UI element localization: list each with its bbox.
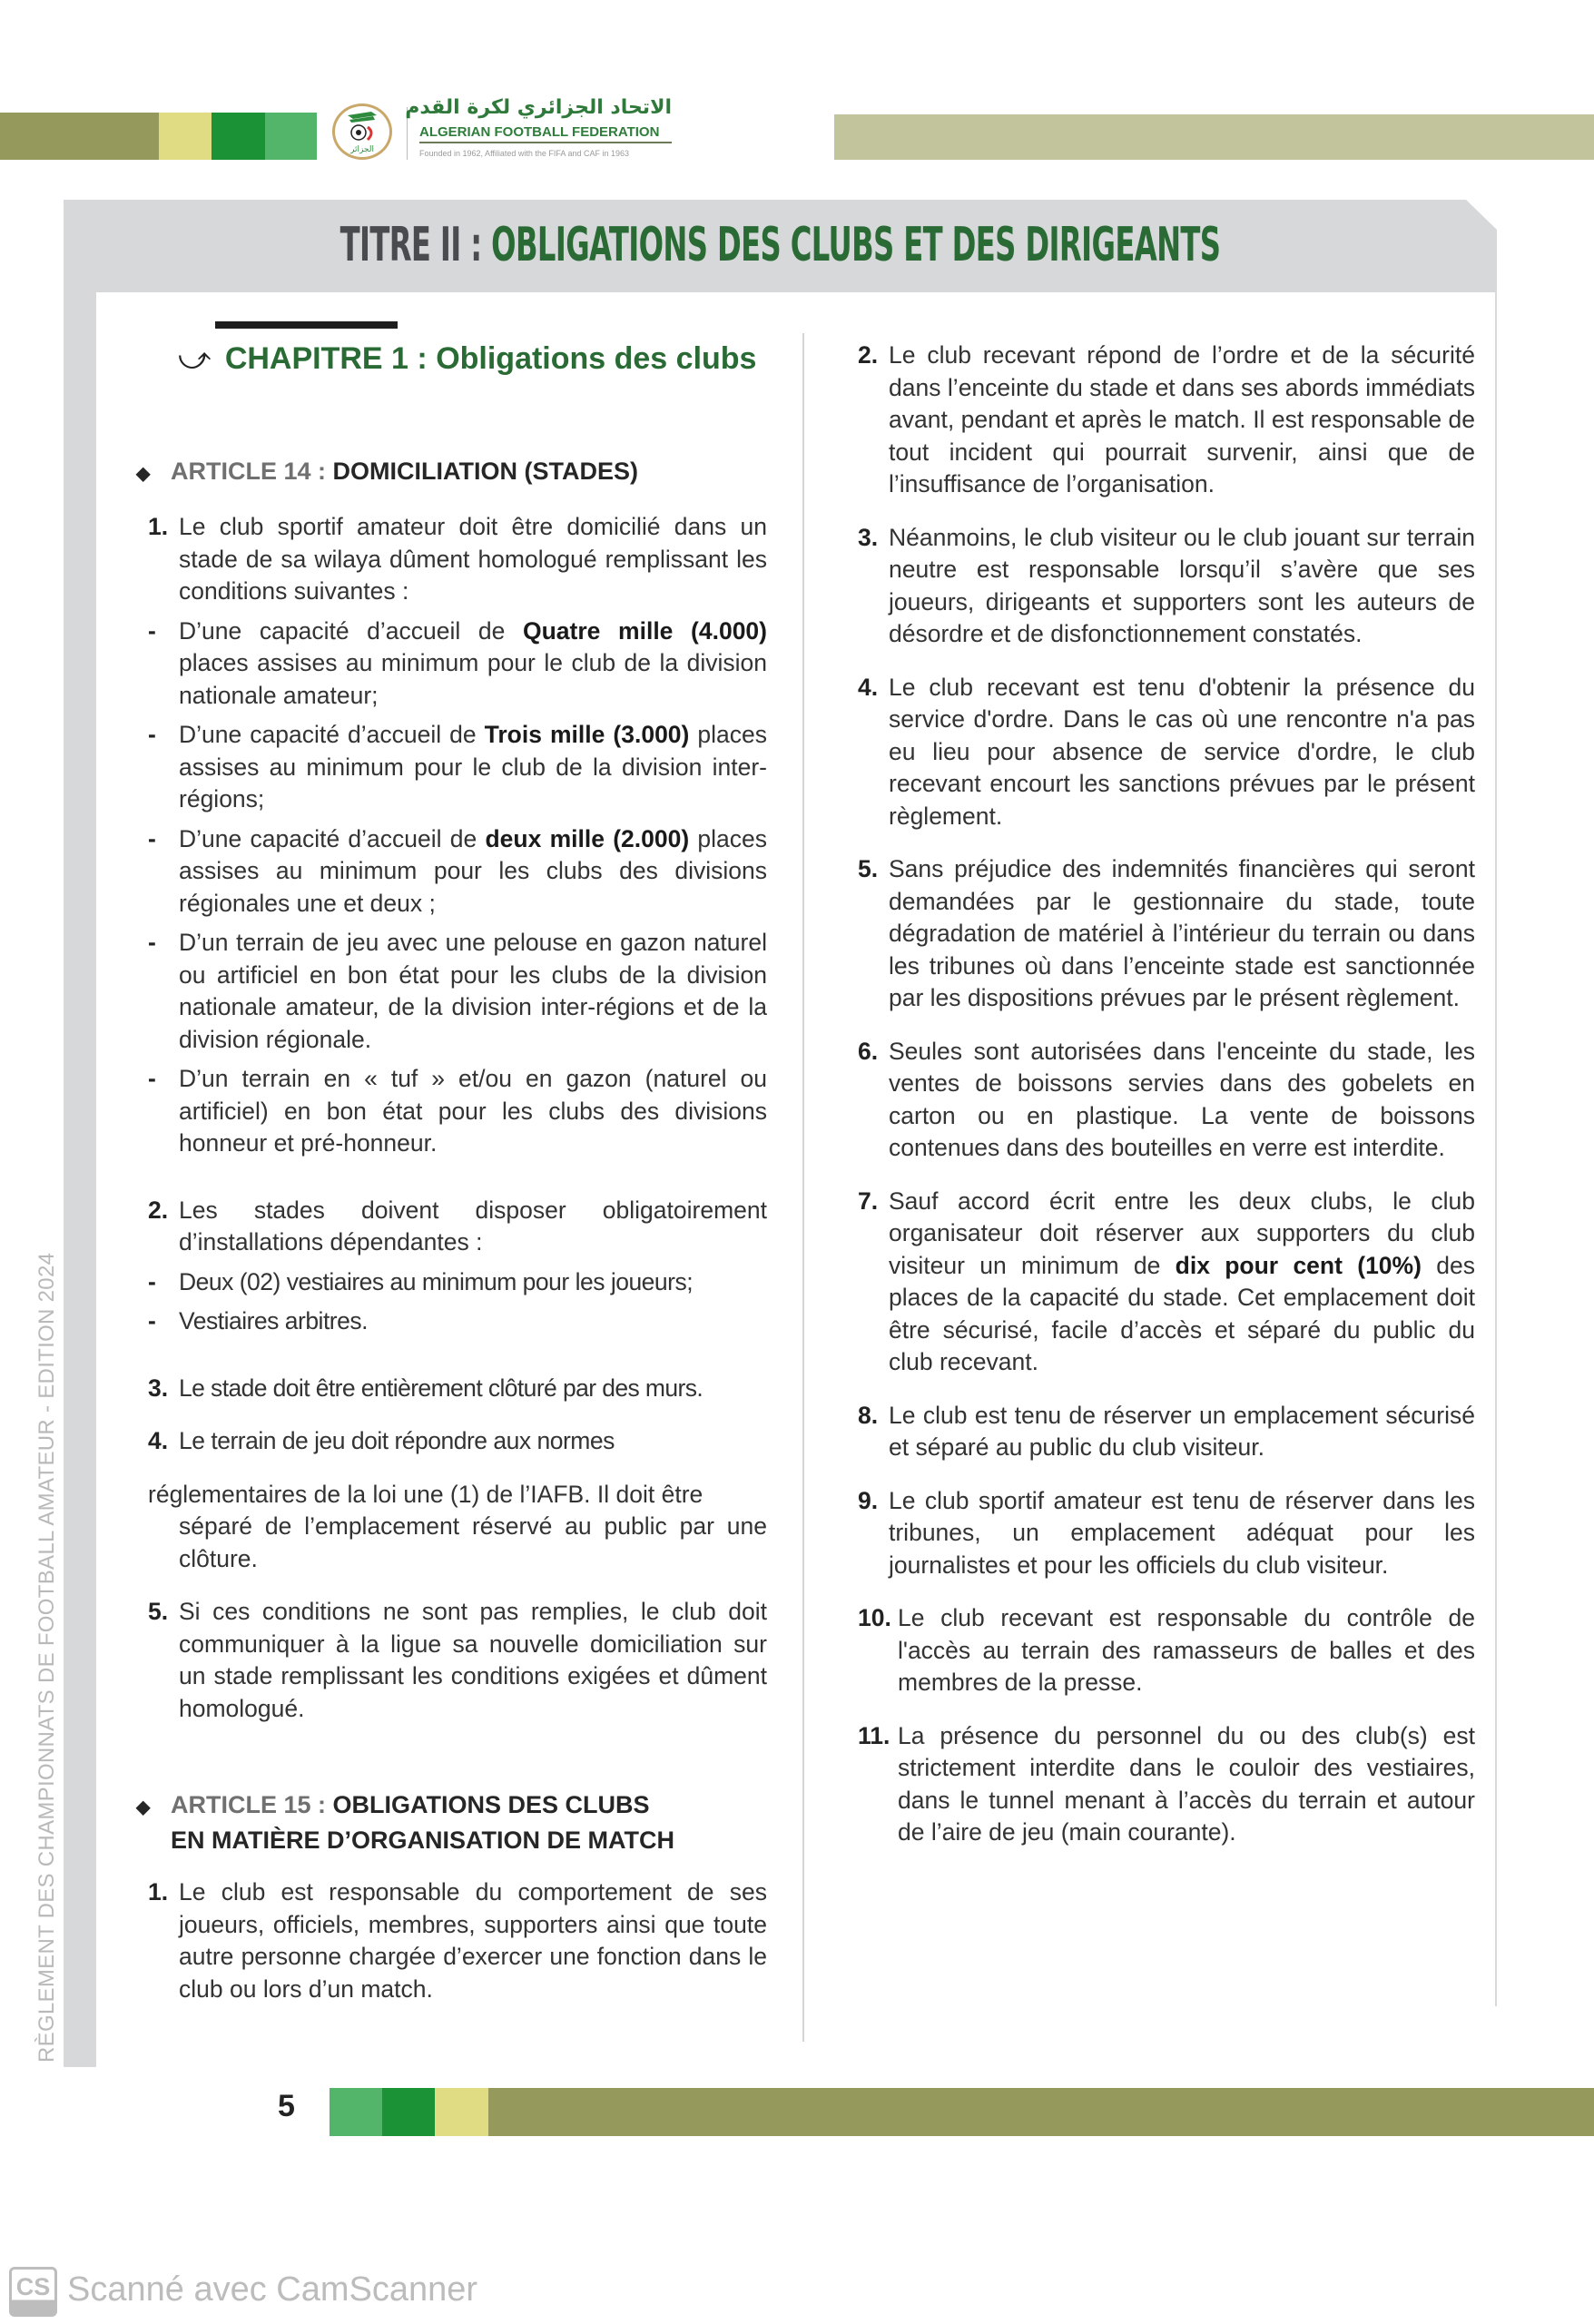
item-number: 3. xyxy=(148,1374,169,1402)
article-15-item-10 xyxy=(858,1602,1475,1699)
article-15-item-3 xyxy=(858,522,1475,651)
bullet-text-bold: Quatre mille (4.000) xyxy=(523,616,767,645)
item-text-pre: Sauf accord écrit entre les deux clubs, le club organisateur doit réserver aux supporters du club visiteur un minimum de xyxy=(889,1187,1475,1279)
item-number: 4. xyxy=(148,1427,169,1454)
dash-bullet-icon: - xyxy=(148,1307,156,1334)
bullet-text-post: places assises au minimum pour le club de la division nationale amateur; xyxy=(179,649,767,709)
dash-bullet-icon: - xyxy=(148,1065,156,1092)
bullet-text: Vestiaires arbitres. xyxy=(179,1307,368,1334)
item-text: Seules sont autorisées dans l'enceinte du stade, les ventes de boissons servies dans des gobelets en carton ou en plastique. La vente de boissons contenues dans des bouteilles en verre est interdite. xyxy=(889,1037,1475,1161)
faf-logo-icon xyxy=(332,103,392,160)
diamond-bullet-icon: ◆ xyxy=(136,1797,151,1817)
item-text: Le stade doit être entièrement clôturé par des murs. xyxy=(179,1374,704,1402)
bullet-capacity-3000 xyxy=(148,719,767,816)
bullet-text: D’un terrain en « tuf » et/ou en gazon (naturel ou artificiel) en bon état pour les clubs des divisions honneur et pré-honneur. xyxy=(179,1065,767,1157)
bullet-text-pre: D’une capacité d’accueil de xyxy=(179,616,523,645)
article-15-heading xyxy=(136,1788,767,1856)
item-text: Néanmoins, le club visiteur ou le club jouant sur terrain neutre est responsable lorsqu’il s’avère que ses joueurs, dirigeants et supporters sont les auteurs de désordre et de disfonctionnement constatés. xyxy=(889,523,1475,647)
page-number: 5 xyxy=(278,2089,295,2123)
camscanner-logo-icon xyxy=(9,2267,57,2317)
item-text: Le club recevant est tenu d'obtenir la présence du service d'ordre. Dans le cas où une rencontre n'a pas eu lieu pour absence de service d'ordre, le club recevant encourt les sanctions prévues par le présent règlement. xyxy=(889,673,1475,830)
bullet-text xyxy=(179,615,767,713)
dash-bullet-icon: - xyxy=(148,824,156,852)
footer-bar-darkgreen xyxy=(382,2088,435,2136)
item-text-first-line: réglementaires de la loi une (1) de l’IAFB. Il doit être xyxy=(148,1480,704,1508)
item-text: Les stades doivent disposer obligatoirement d’installations dépendantes : xyxy=(179,1196,767,1256)
footer-bar-lightgreen xyxy=(330,2088,382,2136)
column-divider xyxy=(802,333,804,2042)
dash-bullet-icon: - xyxy=(148,1267,156,1295)
page-title xyxy=(336,207,1225,283)
bullet-vestiaires-arbitres xyxy=(148,1305,767,1338)
article-15-item-8 xyxy=(858,1400,1475,1464)
article-14-item-4-continued xyxy=(148,1479,767,1576)
title-main: OBLIGATIONS DES CLUBS ET DES DIRIGEANTS xyxy=(491,218,1221,272)
item-number: 2. xyxy=(858,341,879,369)
chapter-rule xyxy=(215,321,398,329)
bullet-text-post: places assises au minimum pour les clubs des divisions régionales une et deux ; xyxy=(179,824,768,917)
item-text-post: des places de la capacité du stade. Cet emplacement doit être sécurisé, facile d’accès et séparé du public du club recevant. xyxy=(889,1251,1475,1375)
right-border-line xyxy=(1495,290,1497,2006)
item-text-bold: dix pour cent (10%) xyxy=(1175,1251,1422,1279)
header-bar-olive xyxy=(0,113,159,160)
bullet-pitch-gazon xyxy=(148,927,767,1056)
bullet-text: Deux (02) vestiaires au minimum pour les joueurs; xyxy=(179,1267,694,1295)
chapter-label: CHAPITRE 1 : xyxy=(224,341,428,376)
dash-bullet-icon: - xyxy=(148,616,156,645)
article-15-item-7 xyxy=(858,1186,1475,1379)
item-text: Le club sportif amateur doit être domicilié dans un stade de sa wilaya dûment homologué remplissant les conditions suivantes : xyxy=(179,513,767,605)
item-text: Le club recevant est responsable du contrôle de l'accès au terrain des ramasseurs de balles et des membres de la presse. xyxy=(898,1604,1475,1696)
item-text: Le club est responsable du comportement de ses joueurs, officiels, membres, supporters ainsi que toute autre personne chargée d’exercer une fonction dans le club ou lors d’un match. xyxy=(179,1878,767,2003)
chapter-title: Obligations des clubs xyxy=(436,341,757,376)
article-15-item-2 xyxy=(858,340,1475,501)
article-14-heading xyxy=(136,455,767,490)
item-text: Le terrain de jeu doit répondre aux normes xyxy=(179,1427,615,1454)
header-bar-right xyxy=(834,114,1594,160)
item-text: Si ces conditions ne sont pas remplies, le club doit communiquer à la ligue sa nouvelle domiciliation sur un stade remplissant les conditions exigées et dûment homologué. xyxy=(179,1598,767,1722)
bullet-text-pre: D’une capacité d’accueil de xyxy=(179,824,486,852)
side-vertical-text: RÈGLEMENT DES CHAMPIONNATS DE FOOTBALL AMATEUR - EDITION 2024 xyxy=(34,1252,59,2063)
article-14-title: DOMICILIATION (STADES) xyxy=(332,458,639,485)
bullet-capacity-2000 xyxy=(148,823,767,921)
article-15-title-line2: EN MATIÈRE D’ORGANISATION DE MATCH xyxy=(171,1827,674,1854)
article-15-item-11 xyxy=(858,1720,1475,1849)
article-15-title-line1: OBLIGATIONS DES CLUBS xyxy=(332,1791,650,1818)
item-number: 5. xyxy=(858,855,879,882)
article-14-item-5 xyxy=(148,1596,767,1725)
header-bar-yellow xyxy=(159,113,212,160)
header-bar-darkgreen xyxy=(212,113,265,160)
left-column xyxy=(136,455,767,2005)
bullet-text-pre: D’une capacité d’accueil de xyxy=(179,721,485,748)
bullet-text: D’un terrain de jeu avec une pelouse en gazon naturel ou artificiel en bon état pour les clubs de la division nationale amateur, de la division inter-régions et de la division régionale. xyxy=(179,929,767,1053)
logo-english-name: ALGERIAN FOOTBALL FEDERATION xyxy=(419,125,672,143)
item-number: 10. xyxy=(858,1604,891,1631)
item-text xyxy=(889,1186,1475,1379)
dash-bullet-icon: - xyxy=(148,721,156,748)
right-column xyxy=(858,340,1475,1849)
chapter-heading xyxy=(178,340,756,378)
article-15-item-5 xyxy=(858,853,1475,1015)
article-15-number: ARTICLE 15 : xyxy=(171,1791,327,1818)
logo-arabic-name: الاتحاد الجزائري لكرة القدم xyxy=(405,96,672,119)
item-number: 9. xyxy=(858,1486,879,1514)
camscanner-badge-text: CS xyxy=(15,2273,51,2300)
item-text: Le club est tenu de réserver un emplacement sécurisé et séparé au public du club visiteur. xyxy=(889,1401,1475,1461)
diamond-bullet-icon: ◆ xyxy=(136,464,151,484)
bullet-text xyxy=(179,823,767,921)
item-number: 6. xyxy=(858,1037,879,1065)
camscanner-watermark-text: Scanné avec CamScanner xyxy=(67,2270,478,2309)
item-number: 2. xyxy=(148,1196,169,1224)
bullet-capacity-4000 xyxy=(148,615,767,713)
item-number: 1. xyxy=(148,1878,169,1905)
article-14-item-4 xyxy=(148,1425,767,1458)
item-number: 8. xyxy=(858,1401,879,1429)
bullet-text-post: places assises au minimum pour le club de la division inter-régions; xyxy=(179,721,768,812)
item-number: 1. xyxy=(148,513,169,540)
curved-arrow-icon: ⤻ xyxy=(178,341,212,376)
item-number: 11. xyxy=(858,1721,890,1749)
bullet-vestiaires-joueurs xyxy=(148,1266,767,1299)
header-bar-lightgreen xyxy=(265,113,317,160)
article-15-item-4 xyxy=(858,672,1475,833)
title-prefix: TITRE II : xyxy=(339,218,482,272)
item-text: Le club recevant répond de l’ordre et de la sécurité dans l’enceinte du stade et dans ses abords immédiats avant, pendant et après le match. Il est responsable de tout incident qui pourrait survenir, ainsi que de l’insuffisance de l’organisation. xyxy=(889,341,1475,497)
left-side-strip xyxy=(64,290,96,2067)
item-number: 7. xyxy=(858,1187,879,1215)
article-15-item-9 xyxy=(858,1485,1475,1582)
item-text-rest: séparé de l’emplacement réservé au public par une clôture. xyxy=(179,1512,767,1572)
article-14-item-1 xyxy=(148,511,767,608)
item-text: Sans préjudice des indemnités financières qui seront demandées par le gestionnaire du stade, toute dégradation de matériel à l’intérieur du terrain ou dans les tribunes où dans l’enceinte stade est sanctionnée par les dispositions prévues par le présent règlement. xyxy=(889,855,1475,1011)
bullet-text xyxy=(179,719,767,816)
item-number: 5. xyxy=(148,1598,169,1625)
bullet-text-bold: Trois mille (3.000) xyxy=(484,721,690,748)
footer-bar-olive xyxy=(488,2088,1594,2136)
article-14-number: ARTICLE 14 : xyxy=(171,458,327,485)
dash-bullet-icon: - xyxy=(148,929,156,956)
article-14-item-2 xyxy=(148,1195,767,1259)
footer-bar-yellow xyxy=(435,2088,488,2136)
item-number: 3. xyxy=(858,523,879,551)
bullet-text-bold: deux mille (2.000) xyxy=(485,824,690,852)
item-number: 4. xyxy=(858,673,879,701)
article-15-item-1 xyxy=(148,1876,767,2005)
item-text: La présence du personnel du ou des club(s) est strictement interdite dans le couloir des vestiaires, dans le tunnel menant à l’accès du terrain et autour de l’aire de jeu (main courante). xyxy=(898,1721,1475,1846)
logo-badge-text: الجزائر xyxy=(350,145,374,154)
logo-tagline: Founded in 1962, Affiliated with the FIFA and CAF in 1963 xyxy=(419,149,629,158)
article-15-item-6 xyxy=(858,1036,1475,1165)
article-14-item-3 xyxy=(148,1373,767,1405)
bullet-pitch-tuf xyxy=(148,1063,767,1160)
item-text: Le club sportif amateur est tenu de réserver dans les tribunes, un emplacement adéquat pour les journalistes et pour les officiels du club visiteur. xyxy=(889,1486,1475,1579)
